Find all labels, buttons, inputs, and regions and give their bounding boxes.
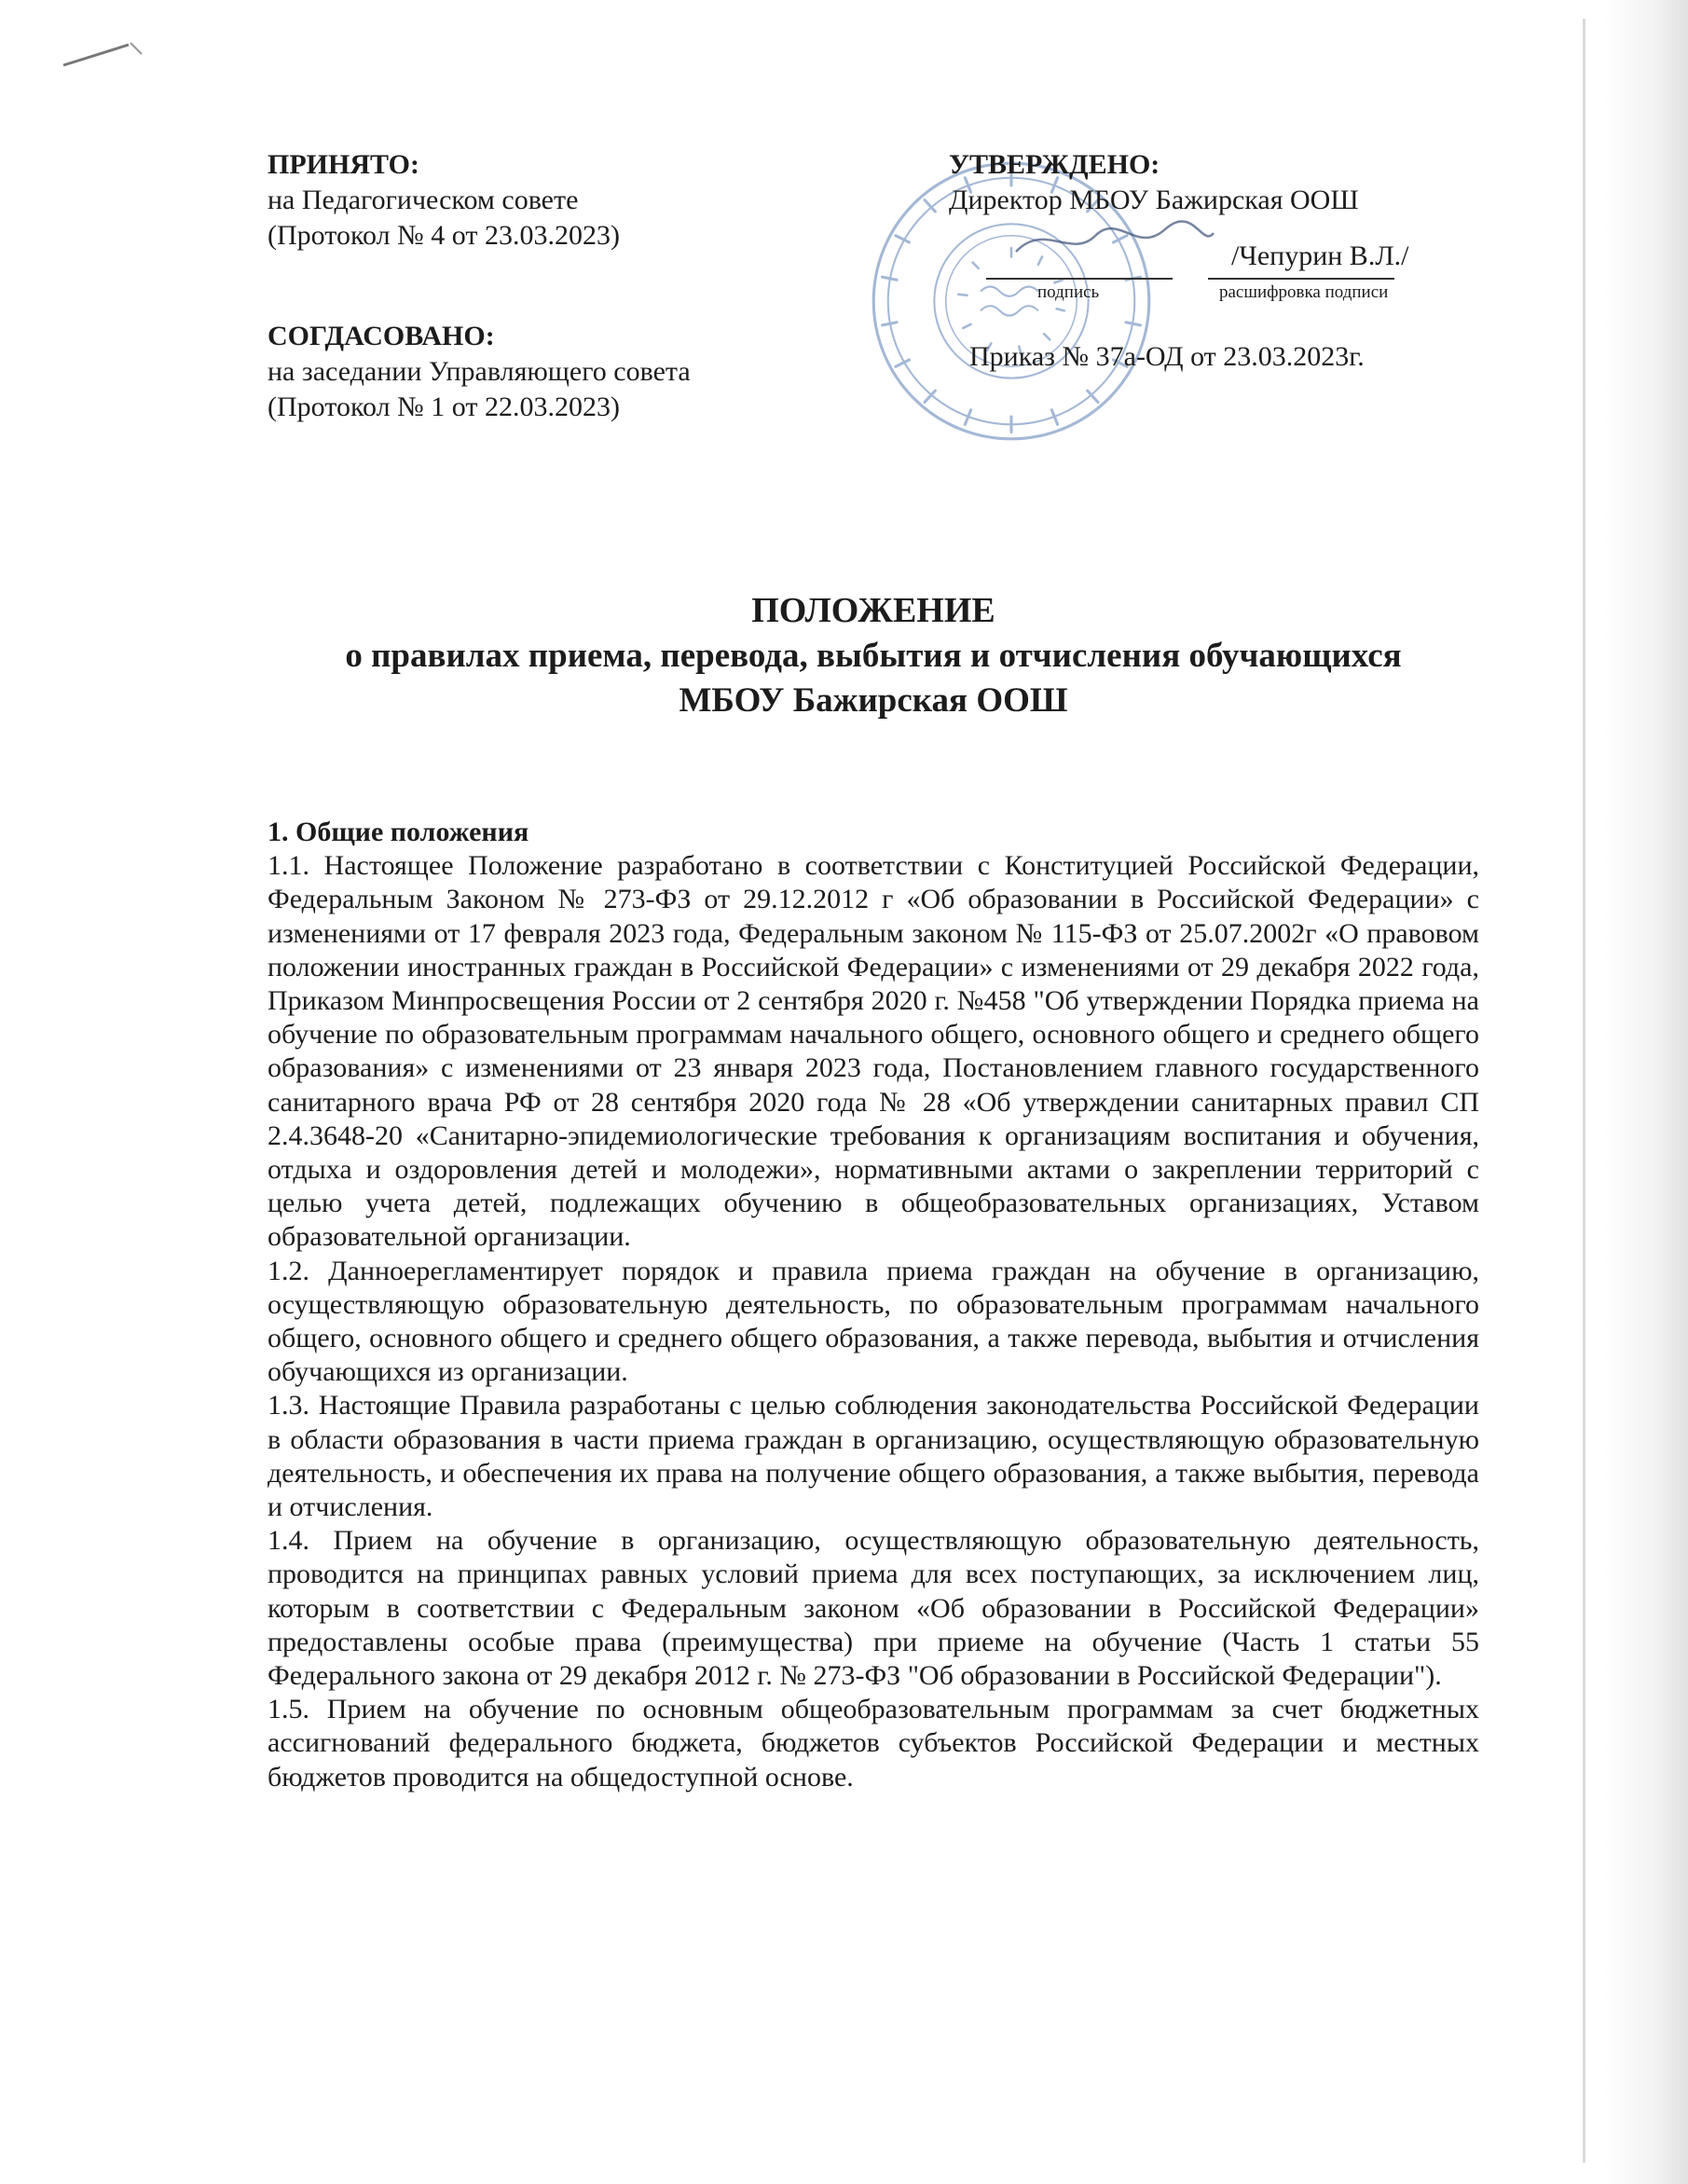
approved-position: Директор МБОУ Бажирская ООШ xyxy=(949,185,1359,215)
accepted-block xyxy=(268,147,620,254)
signature-caption: подпись xyxy=(1037,282,1100,302)
agreed-line-1: на заседании Управляющего совета xyxy=(268,356,691,387)
order-reference: Приказ № 37а-ОД от 23.03.2023г. xyxy=(969,341,1365,372)
paragraph-1-3: 1.3. Настоящие Правила разработаны с целью соблюдения законодательства Российской Федерации в области образования в части приема граждан в организацию, осуществляющую образовательную деятельность, и обеспечения их права на получение общего образования, а также выбытия, перевода и отчисления. xyxy=(268,1390,1479,1523)
agreed-line-2: (Протокол № 1 от 22.03.2023) xyxy=(268,391,620,422)
paragraph-1-4: 1.4. Прием на обучение в организацию, осуществляющую образовательную деятельность, проводится на принципах равных условий приема для всех поступающих, за исключением лиц, которым в соответствии с Федеральным законом «Об образовании в Российской Федерации» предоставлены особые права (преимущества) при приеме на обучение (Часть 1 статьи 55 Федерального закона от 29 декабря 2012 г. № 273-ФЗ "Об образовании в Российской Федерации"). xyxy=(268,1525,1479,1692)
accepted-line-2: (Протокол № 4 от 23.03.2023) xyxy=(268,220,620,251)
approved-heading: УТВЕРЖДЕНО: xyxy=(949,149,1160,180)
document-body xyxy=(268,816,1479,1794)
agreed-heading: СОГДАСОВАНО: xyxy=(268,321,495,351)
paragraph-1-5: 1.5. Прием на обучение по основным общеобразовательным программам за счет бюджетных ассигнований федерального бюджета, бюджетов субъектов Российской Федерации и местных бюджетов проводится на общедоступной основе. xyxy=(268,1694,1479,1793)
scan-edge-line xyxy=(1583,19,1585,2163)
handwritten-signature xyxy=(1007,213,1221,268)
document-subtitle-line-1: о правилах приема, перевода, выбытия и отчисления обучающихся xyxy=(345,637,1402,675)
paragraph-1-1: 1.1. Настоящее Положение разработано в соответствии с Конституцией Российской Федерации, Федеральным Законом № 273-ФЗ от 29.12.2012 г «Об образовании в Российской Федерации» с изменениями от 17 февраля 2023 года, Федеральным законом № 115-ФЗ от 25.07.2002г «О правовом положении иностранных граждан в Российской Федерации» с изменениями от 29 декабря 2022 года, Приказом Минпросвещения России от 2 сентября 2020 г. №458 "Об утверждении Порядка приема на обучение по образовательным программам начального общего, основного общего и среднего общего образования» с изменениями от 23 января 2023 года, Постановлением главного государственного санитарного врача РФ от 28 сентября 2020 года № 28 «Об утверждении санитарных правил СП 2.4.3648-20 «Санитарно-эпидемиологические требования к организациям воспитания и обучения, отдыха и оздоровления детей и молодежи», нормативными актами о закреплении территорий с целью учета детей, подлежащих обучению в общеобразовательных организациях, Уставом образовательной организации. xyxy=(268,850,1479,1253)
agreed-block xyxy=(268,319,691,425)
signature-decoding-caption: расшифровка подписи xyxy=(1219,282,1389,302)
approved-block xyxy=(949,147,1359,218)
signature-line xyxy=(986,278,1173,280)
document-title: ПОЛОЖЕНИЕ xyxy=(751,591,995,630)
scan-edge-shadow xyxy=(1604,0,1688,2184)
accepted-heading: ПРИНЯТО: xyxy=(268,149,419,180)
section-heading: 1. Общие положения xyxy=(268,817,529,847)
signature-decoding-line xyxy=(1208,278,1394,280)
document-subtitle-line-2: МБОУ Бажирская ООШ xyxy=(679,681,1068,720)
signature-name: /Чепурин В.Л./ xyxy=(1231,240,1409,271)
paragraph-1-2: 1.2. Даннoерегламентирует порядок и правила приема граждан на обучение в организацию, осуществляющую образовательную деятельность, по образовательным программам начального общего, основного общего и среднего общего образования, а также перевода, выбытия и отчисления обучающихся из организации. xyxy=(268,1255,1479,1388)
accepted-line-1: на Педагогическом совете xyxy=(268,185,579,215)
scan-mark xyxy=(56,37,158,75)
